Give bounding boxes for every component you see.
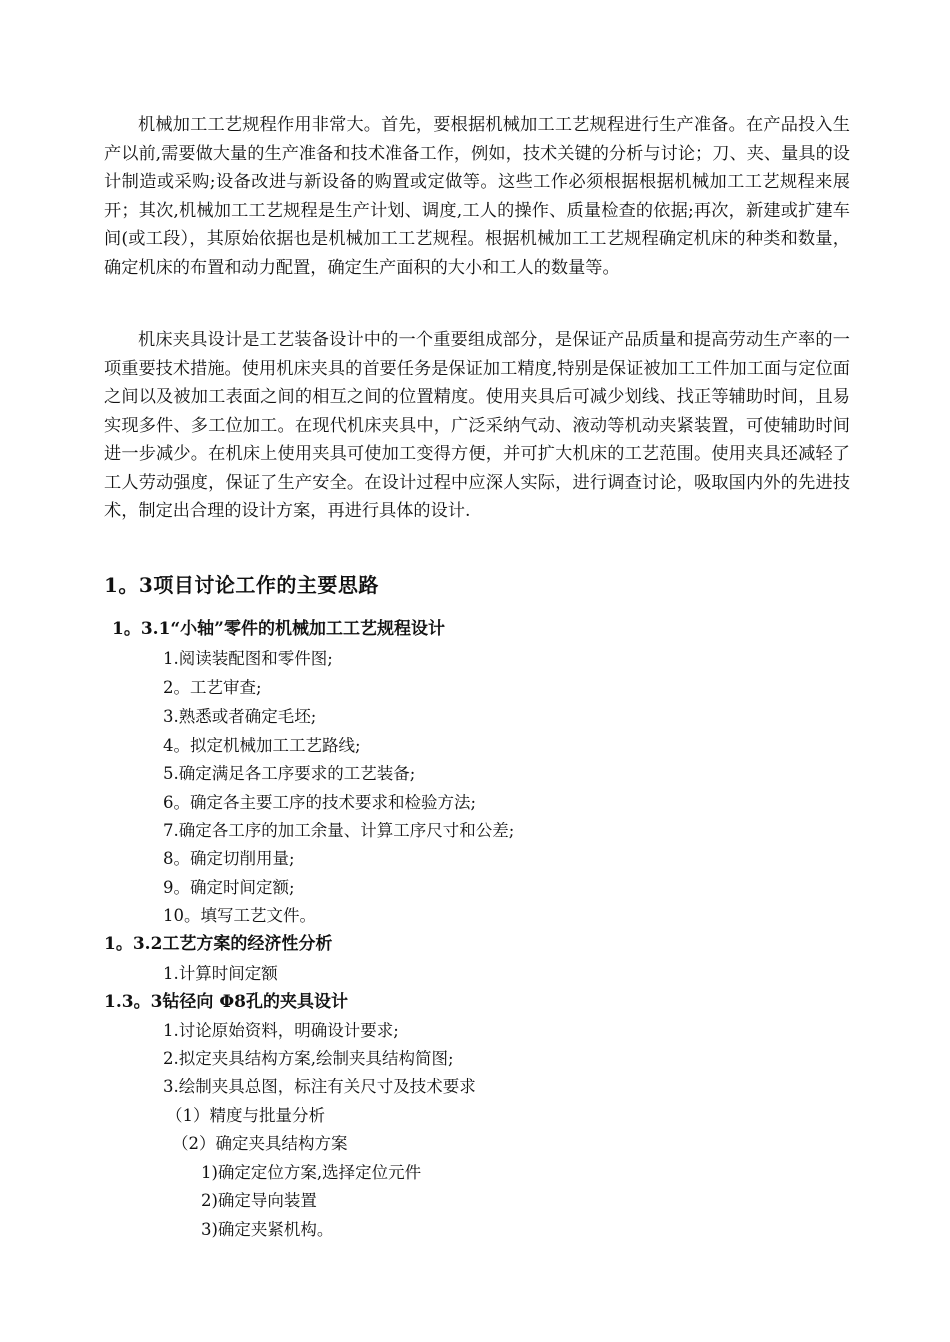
sub-sub-list-item: 2)确定导向装置 xyxy=(201,1191,317,1210)
sub-list-item: （1）精度与批量分析 xyxy=(166,1106,325,1125)
list-item: 2。工艺审查; xyxy=(163,678,262,697)
sub-list-item: （2）确定夹具结构方案 xyxy=(172,1134,348,1153)
list-item: 2.拟定夹具结构方案,绘制夹具结构简图; xyxy=(163,1049,454,1068)
list-item: 5.确定满足各工序要求的工艺装备; xyxy=(163,764,416,783)
sub-sub-list-item: 3)确定夹紧机构。 xyxy=(201,1220,334,1239)
list-item: 1.讨论原始资料，明确设计要求; xyxy=(163,1021,399,1040)
subsection-heading-1: 1。3.1“小轴”零件的机械加工工艺规程设计 xyxy=(112,619,445,639)
list-item: 9。确定时间定额; xyxy=(163,878,295,897)
sub-sub-list-item: 1)确定定位方案,选择定位元件 xyxy=(201,1163,422,1182)
list-item: 8。确定切削用量; xyxy=(163,849,295,868)
list-item: 1.阅读装配图和零件图; xyxy=(163,649,333,668)
paragraph-fixture-design: 机床夹具设计是工艺装备设计中的一个重要组成部分，是保证产品质量和提高劳动生产率的一项重要技术措施。使用机床夹具的首要任务是保证加工精度,特别是保证被加工工件加工面与定位面之间以及被加工表面之间的相互之间的位置精度。使用夹具后可减少划线、找正等辅助时间，且易实现多件、多工位加工。在现代机床夹具中，广泛采纳气动、液动等机动夹紧装置，可使辅助时间进一步减少。在机床上使用夹具可使加工变得方便，并可扩大机床的工艺范围。使用夹具还减轻了工人劳动强度，保证了生产安全。在设计过程中应深人实际，进行调查讨论，吸取国内外的先进技术，制定出合理的设计方案，再进行具体的设计. xyxy=(104,330,850,521)
list-item: 1.计算时间定额 xyxy=(163,964,278,983)
paragraph-process-regulation: 机械加工工艺规程作用非常大。首先，要根据机械加工工艺规程进行生产准备。在产品投入生产以前,需要做大量的生产准备和技术准备工作，例如，技术关键的分析与讨论；刀、夹、量具的设计制造或采购;设备改进与新设备的购置或定做等。这些工作必须根据根据机械加工工艺规程来展开；其次,机械加工工艺规程是生产计划、调度,工人的操作、质量检查的依据;再次，新建或扩建车间(或工段），其原始依据也是机械加工工艺规程。根据机械加工工艺规程确定机床的种类和数量，确定机床的布置和动力配置，确定生产面积的大小和工人的数量等。 xyxy=(104,115,850,278)
list-item: 4。拟定机械加工工艺路线; xyxy=(163,736,361,755)
list-item: 10。填写工艺文件。 xyxy=(163,906,316,925)
section-heading: 1。3项目讨论工作的主要思路 xyxy=(104,573,379,597)
list-item: 7.确定各工序的加工余量、计算工序尺寸和公差; xyxy=(163,821,515,840)
list-item: 3.绘制夹具总图，标注有关尺寸及技术要求 xyxy=(163,1077,476,1096)
subsection-heading-3: 1.3。3钻径向 Φ8孔的夹具设计 xyxy=(104,992,348,1012)
list-item: 6。确定各主要工序的技术要求和检验方法; xyxy=(163,793,477,812)
subsection-heading-2: 1。3.2工艺方案的经济性分析 xyxy=(104,934,333,954)
list-item: 3.熟悉或者确定毛坯; xyxy=(163,707,317,726)
